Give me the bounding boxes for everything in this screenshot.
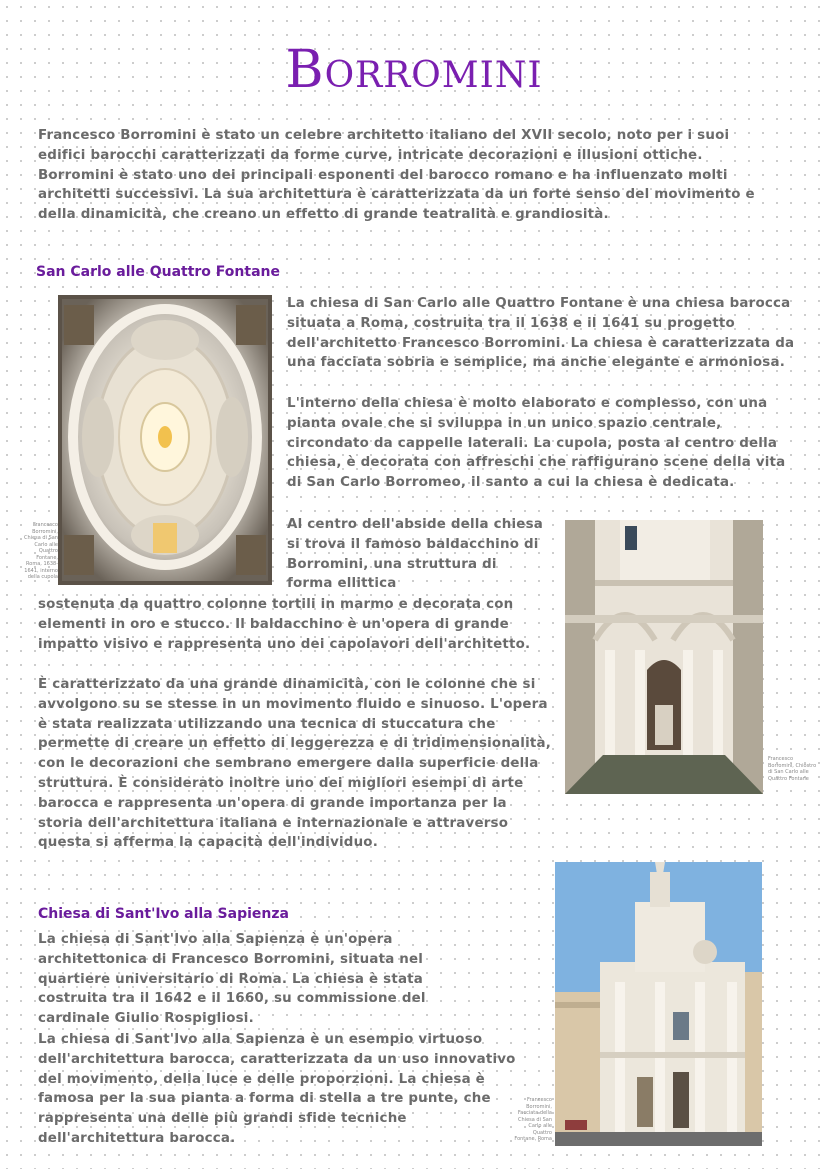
san-carlo-paragraph-5: È caratterizzato da una grande dinamicità, con le colonne che si avvolgono su se stesse in un movimento fluido e sinuoso. L'opera è stata realizzata utilizzando una tecnica di stuccatura che permette di creare un effetto di leggerezza e di tridimensionalità, con le decorazioni che sembrano emergere dalla superficie della struttura. È considerato inoltre uno dei migliori esempi di arte barocca e rappresenta un'opera di grande importanza per la storia dell'architettura italiana e internazionale e attraverso questa si afferma la capacità dell'individuo. — [38, 677, 551, 851]
intro-paragraph: Francesco Borromini è stato un celebre architetto italiano del XVII secolo, noto per i suoi edifici barocchi caratterizzati da forme curve, intricate decorazioni e illusioni ottiche. Borromini è stato uno dei principali esponenti del barocco romano e ha influenzato molti architetti successivi. La sua architettura è caratterizzata da un forte senso del movimento e della dinamicità, che creano un effetto di grande teatralità e grandiosità. — [38, 128, 755, 223]
sant-ivo-paragraph-2: La chiesa di Sant'Ivo alla Sapienza è un esempio virtuoso dell'architettura barocca, caratterizzata da un uso innovativo del movimento, della luce e delle proporzioni. La chiesa è famosa per la sua pianta a forma di stella a tre punte, che rappresenta una delle più grandi sfide tecniche dell'architettura barocca. — [38, 1032, 516, 1146]
caption-facade: Francesco Borromini, Facciata della Chiesa di San Carlo alle Quattro Fontane, Roma — [514, 1097, 552, 1142]
san-carlo-paragraph-4: sostenuta da quattro colonne tortili in marmo e decorata con elementi in oro e stucco. Il baldacchino è un'opera di grande impatto visivo e rappresenta uno dei capolavori dell'architetto. — [38, 597, 531, 652]
facade-photo — [555, 862, 762, 1146]
san-carlo-paragraph-3: Al centro dell'abside della chiesa si trova il famoso baldacchino di Borromini, una struttura di forma ellittica — [287, 517, 543, 592]
sant-ivo-paragraph-1: La chiesa di Sant'Ivo alla Sapienza è un'opera architettonica di Francesco Borromini, situata nel quartiere universitario di Roma. La chiesa è stata costruita tra il 1642 e il 1660, su commissione del cardinale Giulio Rospigliosi. — [38, 932, 426, 1027]
cloister-photo — [565, 520, 763, 794]
caption-dome: Francesco Borromini, Chiesa di San Carlo alle Quattro Fontane, Roma, 1638-1641, interno della cupola — [24, 522, 58, 580]
page-title: Borromini — [285, 40, 543, 100]
caption-cloister: Francesco Borromini, Chiostro di San Carlo alle Quattro Fontane — [768, 756, 817, 782]
san-carlo-paragraph-2: L'interno della chiesa è molto elaborato e complesso, con una pianta ovale che si sviluppa in un unico spazio centrale, circondato da cappelle laterali. La cupola, posta al centro della chiesa, è decorata con affreschi che raffigurano scene della vita di San Carlo Borromeo, il santo a cui la chiesa è dedicata. — [287, 396, 786, 491]
section-heading-sant-ivo: Chiesa di Sant'Ivo alla Sapienza — [38, 906, 289, 922]
dome-photo — [58, 295, 272, 585]
san-carlo-paragraph-1: La chiesa di San Carlo alle Quattro Fontane è una chiesa barocca situata a Roma, costruita tra il 1638 e il 1641 su progetto dell'architetto Francesco Borromini. La chiesa è caratterizzata da una facciata sobria e semplice, ma anche elegante e armoniosa. — [287, 296, 795, 371]
section-heading-san-carlo: San Carlo alle Quattro Fontane — [36, 264, 280, 280]
